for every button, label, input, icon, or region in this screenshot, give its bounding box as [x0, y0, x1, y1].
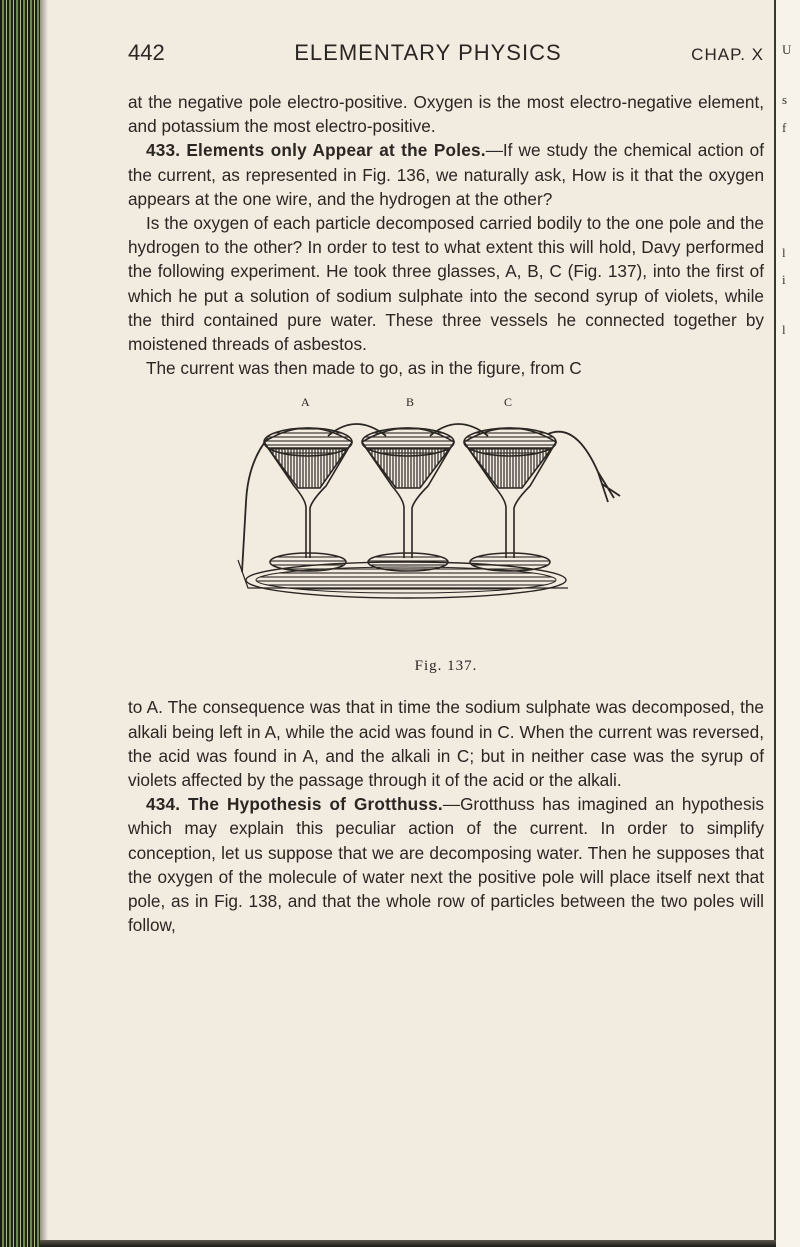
- next-page-edge: [774, 0, 800, 1247]
- chapter-label: CHAP. X: [691, 45, 764, 64]
- section-heading: Elements only Appear at the Poles.: [186, 140, 486, 161]
- page-number: 442: [128, 40, 165, 65]
- label-c: C: [504, 395, 513, 410]
- edge-mark: l: [782, 245, 786, 260]
- section-number: 434.: [146, 794, 181, 815]
- page-bottom-rule: [40, 1240, 776, 1247]
- label-b: B: [406, 395, 415, 410]
- book-page: [128, 40, 764, 937]
- section-number: 433.: [146, 140, 181, 161]
- paragraph-result: to A. The consequence was that in time the sodium sulphate was decomposed, the alkali being left in A, while the acid was found in C. When the current was reversed, the acid was found in A, and the alkali in C; but in neither case was the syrup of violets affected by the passage through it of the acid or the alkali.: [128, 697, 764, 791]
- label-a: A: [301, 395, 310, 410]
- three-glasses-illustration: [128, 392, 764, 647]
- paragraph-current: The current was then made to go, as in the figure, from C: [146, 358, 582, 379]
- section-text: —If we study the chemical action of the current, as represented in Fig. 136, we naturally ask, How is it that the oxygen appears at the one wire, and the hydrogen at the other?: [128, 140, 764, 209]
- figure-caption: Fig. 137.: [414, 658, 478, 675]
- edge-mark: U: [782, 42, 792, 57]
- paragraph-davy: Is the oxygen of each particle decomposed carried bodily to the one pole and the hydrogen to the other? In order to test to what extent this will hold, Davy performed the following experiment. He took three glasses, A, B, C (Fig. 137), into the first of which he put a solution of sodium sulphate into the second syrup of violets, while the third contained pure water. These three vessels he connected together by moistened threads of asbestos.: [128, 213, 764, 355]
- running-title: ELEMENTARY PHYSICS: [294, 40, 562, 65]
- running-header: [128, 40, 764, 66]
- glass-a: [264, 428, 352, 571]
- section-heading: The Hypothesis of Grotthuss.: [187, 794, 443, 815]
- book-binding: [0, 0, 40, 1247]
- wire-left: [242, 438, 268, 572]
- edge-mark: f: [782, 120, 787, 135]
- glass-c: [464, 428, 556, 571]
- edge-mark: l: [782, 322, 786, 337]
- section-434: [128, 792, 764, 937]
- paragraph-continuation: at the negative pole electro-positive. Oxygen is the most electro-negative element, and potassium the most electro-positive.: [128, 92, 764, 137]
- figure-137: [128, 392, 764, 647]
- edge-mark: i: [782, 272, 786, 287]
- glass-b: [362, 428, 454, 571]
- edge-mark: s: [782, 92, 788, 107]
- section-433: [128, 138, 764, 211]
- section-text: —Grotthuss has imagined an hypothesis which may explain this peculiar action of the current. In order to simplify conception, let us suppose that we are decomposing water. Then he supposes that the oxygen of the molecule of water next the positive pole will place itself next that pole, as in Fig. 138, and that the whole row of particles between the two poles will follow,: [128, 794, 764, 936]
